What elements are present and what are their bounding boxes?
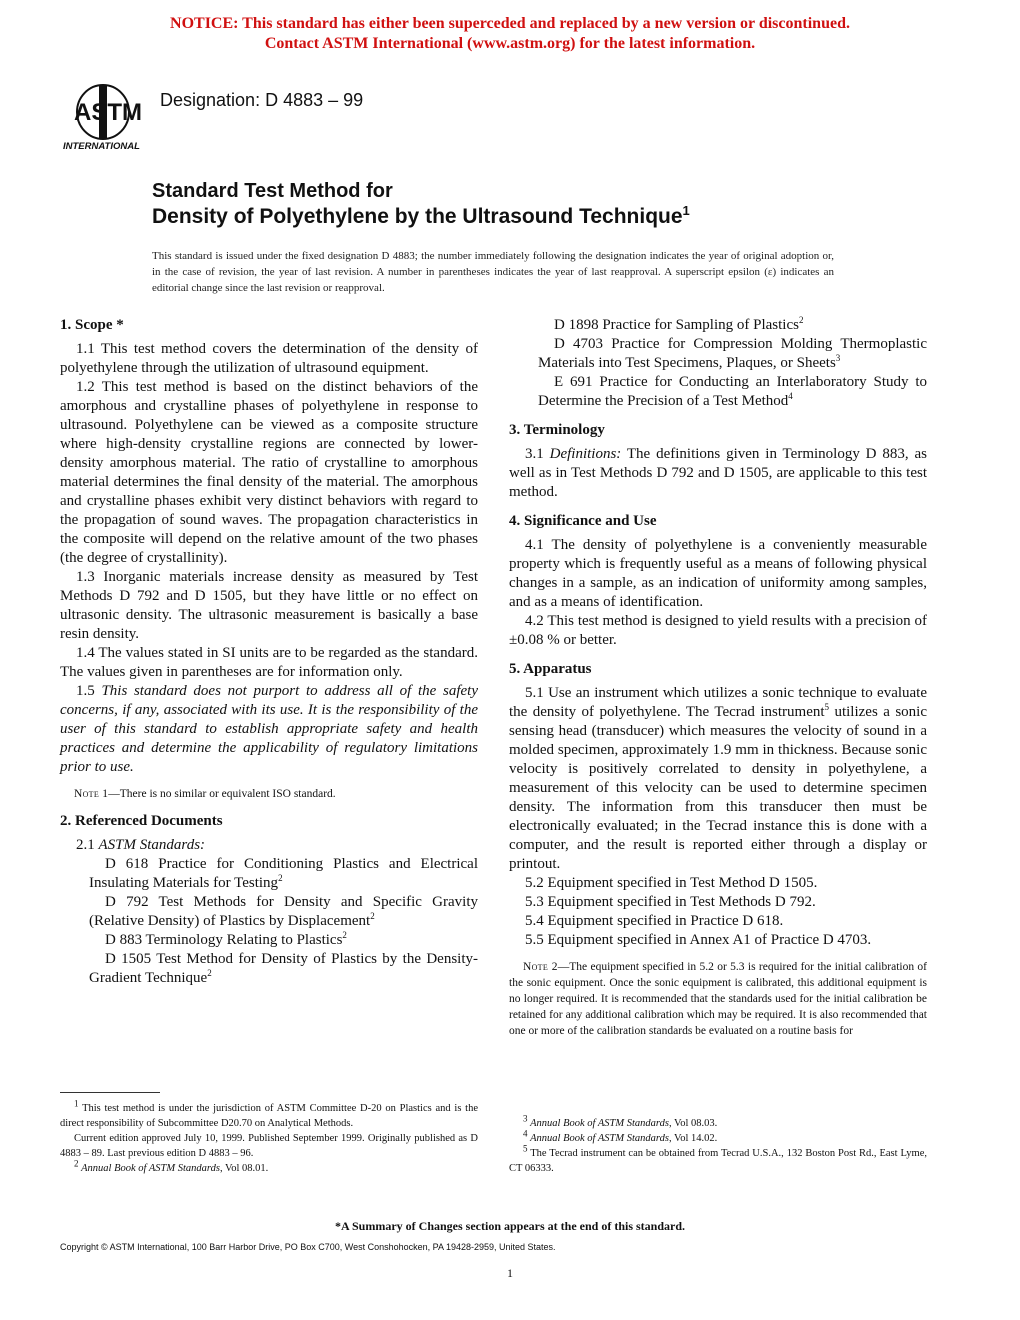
page-number: 1 [507, 1266, 513, 1280]
footnotes-left [60, 1098, 478, 1176]
reference-text: D 1898 Practice for Sampling of Plastics [554, 317, 799, 333]
significance-heading: 4. Significance and Use [509, 513, 657, 529]
paragraph-4-2: 4.2 This test method is designed to yield results with a precision of ±0.08 % or better. [509, 613, 927, 648]
footnote-rule-left [60, 1092, 160, 1093]
paragraph-1-5 [60, 682, 478, 777]
title-line-2-text: Density of Polyethylene by the Ultrasound Technique [152, 205, 683, 228]
designation: Designation: D 4883 – 99 [160, 90, 364, 110]
paragraph-5-5: 5.5 Equipment specified in Annex A1 of Practice D 4703. [525, 932, 872, 948]
footnote-3 [509, 1113, 927, 1131]
reference-sup: 2 [342, 930, 347, 940]
paragraph-5-1-b: utilizes a sonic sensing head (transducer) which measures the velocity of sound in a molded specimen, approximately 1.9 mm in thickness. Because sonic velocity is positively correlated to density in polyethylene, a measurement of this velocity can be used to determine specimen density. The information from this transducer then must be electronically evaluated; in the Tecrad instance this is done with a computer, and the result is reported either through a display or printout. [509, 704, 927, 872]
scope-heading: 1. Scope * [60, 317, 124, 333]
reference-sup: 2 [278, 873, 283, 883]
reference-item [76, 950, 478, 988]
reference-item [525, 373, 927, 411]
paragraph-3-1-text: The definitions given in Terminology D 883, as well as in Test Methods D 792 and D 1505, are applicable to this test method. [509, 446, 927, 500]
footnote-2-rest: , Vol 08.01. [219, 1163, 269, 1174]
reference-list-continued [509, 316, 927, 411]
section-terminology [509, 421, 927, 502]
footnote-5-text: The Tecrad instrument can be obtained from Tecrad U.S.A., 132 Boston Post Rd., East Lyme, CT 06333. [509, 1148, 927, 1174]
title-line-1: Standard Test Method for [152, 180, 393, 202]
note-1-text: —There is no similar or equivalent ISO standard. [108, 788, 336, 800]
paragraph-5-1-sup: 5 [824, 702, 830, 712]
paragraph-3-1-num: 3.1 [525, 446, 544, 462]
terminology-heading: 3. Terminology [509, 422, 605, 438]
reference-text: E 691 Practice for Conducting an Interlaboratory Study to Determine the Precision of a Test Method [538, 374, 927, 409]
reference-item [525, 316, 927, 335]
section-significance [509, 512, 927, 650]
paragraph-3-1 [509, 445, 927, 502]
reference-item [76, 931, 478, 950]
notice-line-2: Contact ASTM International (www.astm.org) for the latest information. [264, 35, 756, 52]
reference-sup: 2 [370, 911, 375, 921]
right-column [509, 316, 927, 1048]
paragraph-5-4: 5.4 Equipment specified in Practice D 618. [525, 913, 784, 929]
copyright-line: Copyright © ASTM International, 100 Barr Harbor Drive, PO Box C700, West Conshohocken, PA 19428-2959, United States. [60, 1242, 556, 1252]
paragraph-2-1-text: ASTM Standards: [98, 837, 206, 853]
reference-sup: 2 [207, 968, 212, 978]
summary-of-changes-notice: *A Summary of Changes section appears at the end of this standard. [334, 1219, 686, 1233]
reference-item [76, 893, 478, 931]
footnote-4-sup: 4 [523, 1128, 528, 1139]
note-1-label: Note 1 [74, 788, 109, 800]
reference-item [76, 855, 478, 893]
footnote-3-rest: , Vol 08.03. [668, 1118, 718, 1129]
paragraph-3-1-label: Definitions: [549, 446, 622, 462]
title-line-2 [152, 204, 690, 230]
reference-text: D 4703 Practice for Compression Molding Thermoplastic Materials into Test Specimens, Plaques, or Sheets [538, 336, 927, 371]
paragraph-5-1 [509, 684, 927, 874]
paragraph-1-5-num: 1.5 [76, 683, 95, 699]
astm-logo [62, 82, 144, 152]
footnote-1-b: Current edition approved July 10, 1999. Published September 1999. Originally published as D 4883 – 89. Last previous edition D 4883 – 96. [60, 1133, 478, 1159]
paragraph-1-1: 1.1 This test method covers the determination of the density of polyethylene through the utilization of ultrasound equipment. [60, 341, 478, 376]
paragraph-1-5-text: This standard does not purport to address all of the safety concerns, if any, associated with its use. It is the responsibility of the user of this standard to establish appropriate safety and health practices and determine the applicability of regulatory limitations prior to use. [60, 683, 479, 775]
section-apparatus [509, 660, 927, 1039]
logo-caption: INTERNATIONAL [63, 141, 140, 152]
referenced-documents-heading: 2. Referenced Documents [60, 813, 223, 829]
reference-sup: 3 [835, 353, 841, 363]
paragraph-1-3: 1.3 Inorganic materials increase density as measured by Test Methods D 792 and D 1505, but they have little or no effect on ultrasonic density. The ultrasonic measurement is basically a base resin density. [60, 569, 478, 642]
section-scope [60, 316, 478, 802]
reference-text: D 1505 Test Method for Density of Plastics by the Density-Gradient Technique [89, 951, 478, 986]
note-1 [60, 786, 478, 802]
reference-text: D 618 Practice for Conditioning Plastics and Electrical Insulating Materials for Testing [89, 856, 478, 891]
note-2 [509, 959, 927, 1039]
footnote-3-sup: 3 [523, 1113, 528, 1124]
footnote-3-ital: Annual Book of ASTM Standards [530, 1118, 669, 1129]
note-2-label: Note 2 [523, 961, 558, 973]
footnotes-right [509, 1113, 927, 1176]
footnote-2-ital: Annual Book of ASTM Standards [81, 1163, 220, 1174]
reference-text: D 883 Terminology Relating to Plastics [105, 932, 343, 948]
reference-sup: 4 [788, 391, 793, 401]
paragraph-4-1: 4.1 The density of polyethylene is a conveniently measurable property which is frequently useful as a means of following physical changes in a sample, as an indication of uniformity among samples, and as a means of identification. [509, 537, 927, 610]
title-footnote-ref: 1 [682, 203, 690, 218]
footnote-5 [509, 1143, 927, 1176]
section-referenced-documents [60, 812, 478, 988]
paragraph-5-3: 5.3 Equipment specified in Test Methods D 792. [525, 894, 816, 910]
paragraph-1-2: 1.2 This test method is based on the distinct behaviors of the amorphous and crystalline phases of polyethylene in response to ultrasound. Polyethylene can be viewed as a composite structure where high-density crystalline regions are connected by lower-density amorphous material. The ratio of crystalline to amorphous material determines the final density of the material. The amorphous and crystalline phases exhibit very distinct behaviors with regard to the propagation of sound waves. The propagation characteristics in the composite will depend on the relative amount of the two phases (the degree of crystallinity). [60, 379, 478, 566]
footnote-4-rest: , Vol 14.02. [668, 1133, 718, 1144]
document-title [152, 178, 690, 230]
reference-sup: 2 [798, 315, 804, 325]
footnote-1-sup: 1 [74, 1098, 79, 1109]
footnote-2-sup: 2 [74, 1158, 79, 1169]
issuance-statement: This standard is issued under the fixed designation D 4883; the number immediately following the designation indicates the year of original adoption or, in the case of revision, the year of last revision. A number in parentheses indicates the year of last reapproval. A superscript epsilon (ε) indicates an editorial change since the last revision or reapproval. [152, 250, 834, 294]
footnote-2 [60, 1158, 478, 1176]
astm-logo-icon [62, 82, 144, 152]
paragraph-2-1 [60, 836, 478, 855]
apparatus-heading: 5. Apparatus [509, 661, 592, 677]
notice-banner [0, 14, 1020, 54]
paragraph-2-1-num: 2.1 [76, 837, 95, 853]
paragraph-5-1-a: 5.1 Use an instrument which utilizes a sonic technique to evaluate the density of polyethylene. The Tecrad instrument [509, 685, 927, 720]
footnote-4-ital: Annual Book of ASTM Standards [530, 1133, 669, 1144]
notice-line-1: NOTICE: This standard has either been superceded and replaced by a new version or discontinued. [170, 15, 850, 32]
left-column [60, 316, 478, 988]
note-2-text: —The equipment specified in 5.2 or 5.3 is required for the initial calibration of the sonic equipment. Once the sonic equipment is calibrated, this additional equipment is no longer required. It is recommended that the standards used for the initial calibration be retained for any additional calibration which may be required. It is also recommended that one or more of the calibration standards be evaluated on a routine basis for [509, 961, 928, 1037]
footnote-5-sup: 5 [523, 1143, 528, 1154]
reference-item [525, 335, 927, 373]
reference-text: D 792 Test Methods for Density and Specific Gravity (Relative Density) of Plastics by Displacement [89, 894, 478, 929]
paragraph-1-4: 1.4 The values stated in SI units are to be regarded as the standard. The values given in parentheses are for information only. [60, 645, 478, 680]
footnote-4 [509, 1128, 927, 1146]
footnote-1 [60, 1098, 478, 1131]
logo-letters: ASTM [74, 99, 142, 126]
paragraph-5-2: 5.2 Equipment specified in Test Method D 1505. [525, 875, 818, 891]
footnote-1-text: This test method is under the jurisdiction of ASTM Committee D-20 on Plastics and is the direct responsibility of Subcommittee D20.70 on Analytical Methods. [60, 1103, 478, 1129]
